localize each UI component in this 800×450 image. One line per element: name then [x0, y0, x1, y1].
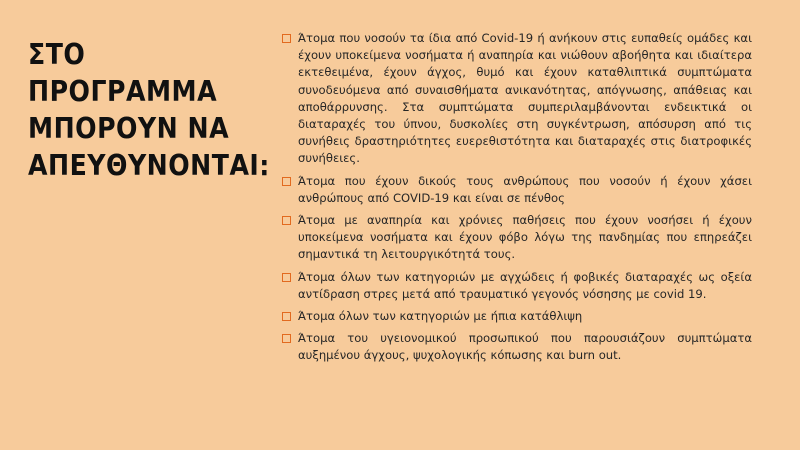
title-line: ΣΤΟ — [28, 38, 86, 71]
list-item-text: Άτομα με αναπηρία και χρόνιες παθήσεις που έχουν νοσήσει ή έχουν υποκείμενα νοσήματα και έχουν φόβο λόγω της πανδημίας που επηρεάζει σημαντικά τη λειτουργικότητά τους. — [298, 213, 752, 262]
list-item — [282, 212, 752, 264]
list-item-text: Άτομα που νοσούν τα ίδια από Covid-19 ή ανήκουν στις ευπαθείς ομάδες και έχουν υποκείμενα νοσήματα ή αναπηρία και νιώθουν αβοήθητα και ιδιαίτερα εκτεθειμένα, έχουν άγχος, θυμό και έχουν καταθλιπτικά συμπτώματα συνοδευόμενα από συναισθήματα ανικανότητας, απόγνωσης, απάθειας και αποθάρρυνσης. Στα συμπτώματα συμπεριλαμβάνονται ενδεικτικά οι διαταραχές του ύπνου, δυσκολίες στη συγκέντρωση, απόσυρση από τις συνήθεις δραστηριότητες ευερεθιστότητα και διαταραχές στις διατροφικές συνήθειες. — [298, 31, 752, 166]
list-item-text: Άτομα όλων των κατηγοριών με αγχώδεις ή φοβικές διαταραχές ως οξεία αντίδραση στρες μετά από τραυματικό γεγονός νόσησης με covid 19. — [298, 269, 752, 301]
list-item-text: Άτομα του υγειονομικού προσωπικού που παρουσιάζουν συμπτώματα αυξημένου άγχους, ψυχολογικής κόπωσης και burn out. — [298, 331, 752, 363]
title-line: ΑΠΕΥΘΥΝΟΝΤΑΙ: — [28, 149, 270, 182]
square-bullet-icon — [282, 273, 291, 282]
list-item-text: Άτομα που έχουν δικούς τους ανθρώπους που νοσούν ή έχουν χάσει ανθρώπους από COVID-19 και είναι σε πένθος — [298, 173, 752, 205]
square-bullet-icon — [282, 34, 291, 43]
list-item — [282, 173, 752, 207]
title-line: ΜΠΟΡΟΥΝ ΝΑ — [28, 112, 230, 145]
square-bullet-icon — [282, 334, 291, 343]
square-bullet-icon — [282, 216, 291, 225]
target-groups-list — [282, 30, 752, 370]
page-title — [28, 36, 268, 184]
list-item — [282, 330, 752, 364]
list-item — [282, 269, 752, 303]
square-bullet-icon — [282, 312, 291, 321]
square-bullet-icon — [282, 177, 291, 186]
list-item — [282, 308, 752, 325]
list-item-text: Άτομα όλων των κατηγοριών με ήπια κατάθλιψη — [298, 309, 583, 324]
title-line: ΠΡΟΓΡΑΜΜΑ — [28, 75, 218, 108]
list-item — [282, 30, 752, 168]
